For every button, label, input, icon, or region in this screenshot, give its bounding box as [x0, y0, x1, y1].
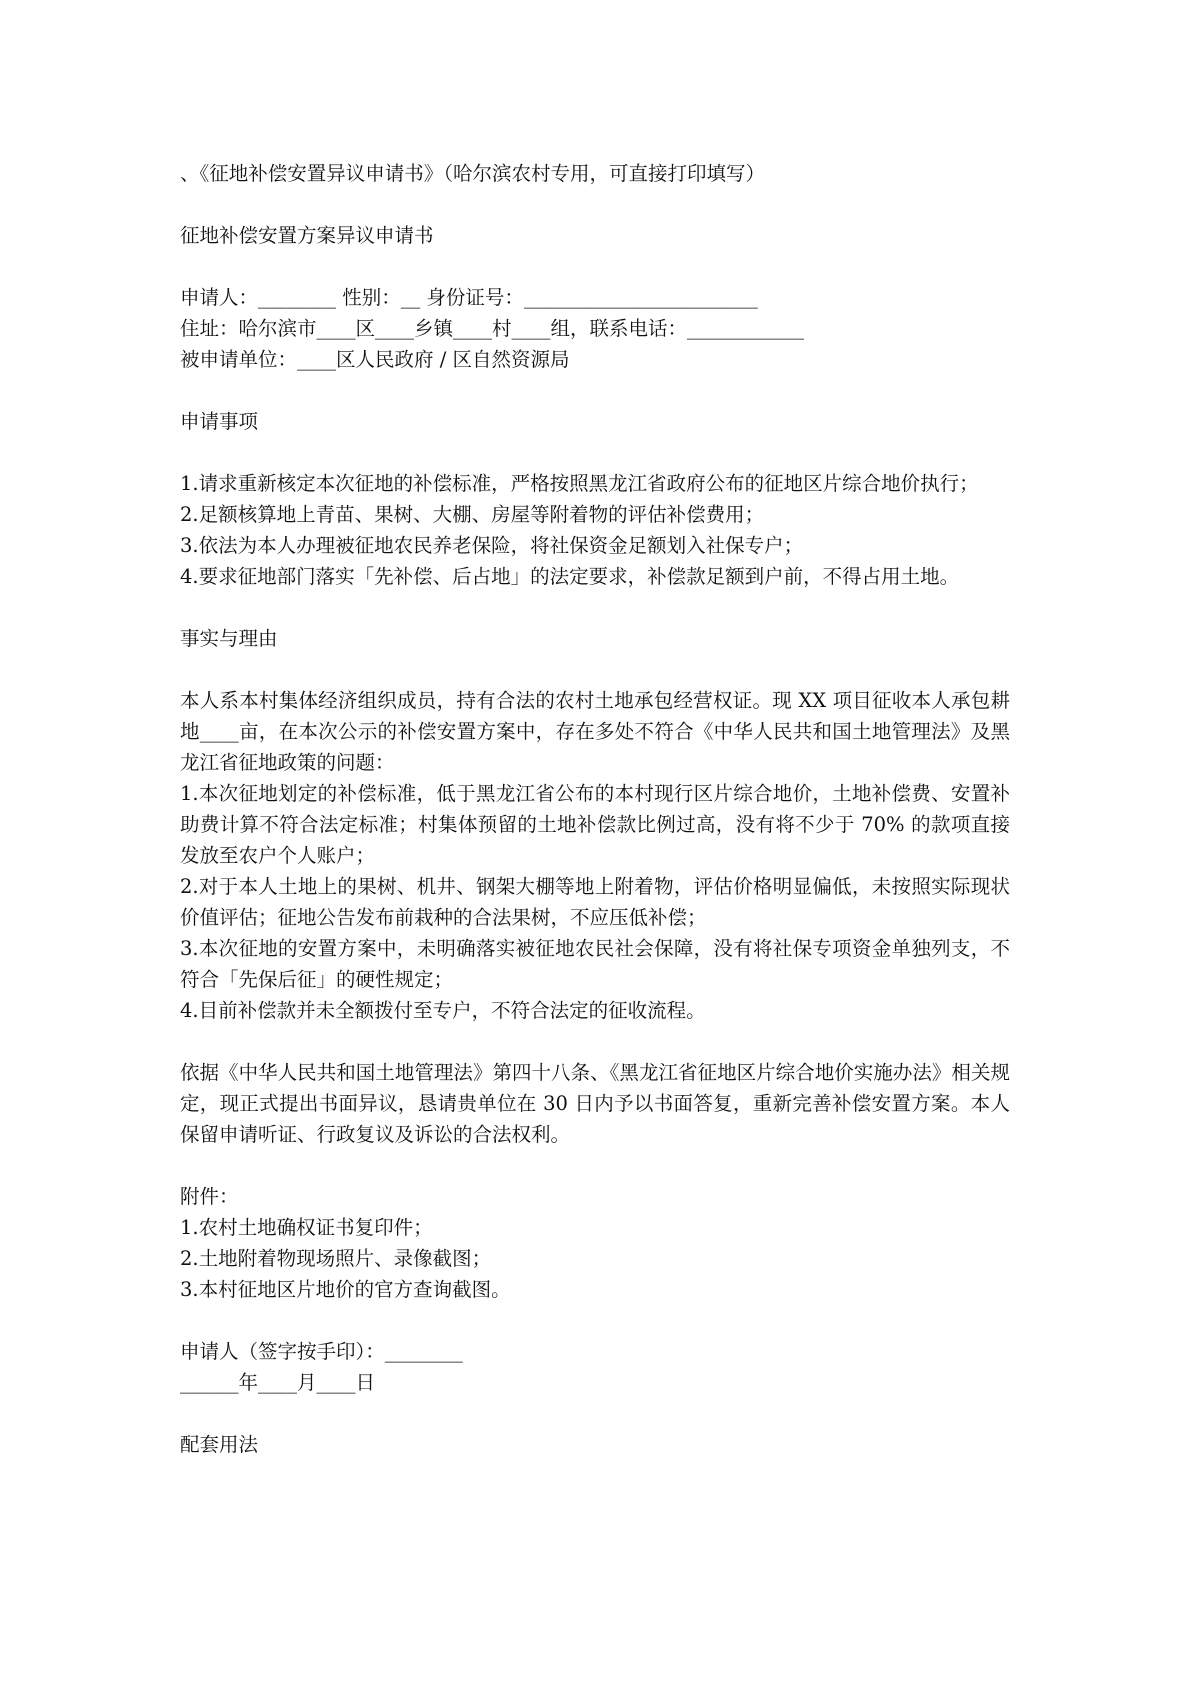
- signature-block: [180, 1336, 1020, 1398]
- intro-title-line: 、《征地补偿安置异议申请书》（哈尔滨农村专用，可直接打印填写）: [180, 162, 766, 185]
- attachment-item: 2.土地附着物现场照片、录像截图；: [180, 1247, 492, 1270]
- request-item: 1.请求重新核定本次征地的补偿标准，严格按照黑龙江省政府公布的征地区片综合地价执行；: [180, 472, 979, 495]
- request-item: 2.足额核算地上青苗、果树、大棚、房屋等附着物的评估补偿费用；: [180, 503, 765, 526]
- facts-item: 1.本次征地划定的补偿标准，低于黑龙江省公布的本村现行区片综合地价，土地补偿费、安置补助费计算不符合法定标准；村集体预留的土地补偿款比例过高，没有将不少于 70% 的款项直接发放至农户个人账户；: [180, 782, 1010, 867]
- applicant-line-name-gender-id: 申请人：________ 性别：__ 身份证号：________________________: [180, 286, 758, 309]
- facts-item: 2.对于本人土地上的果树、机井、钢架大棚等地上附着物，评估价格明显偏低，未按照实际现状价值评估；征地公告发布前栽种的合法果树，不应压低补偿；: [180, 875, 1010, 929]
- attachments-heading: 附件：: [180, 1185, 239, 1208]
- request-heading: 申请事项: [180, 410, 259, 433]
- facts-item: 4.目前补偿款并未全额拨付至专户，不符合法定的征收流程。: [180, 999, 706, 1022]
- attachment-item: 1.农村土地确权证书复印件；: [180, 1216, 433, 1239]
- facts-heading: 事实与理由: [180, 627, 278, 650]
- facts-intro: 本人系本村集体经济组织成员，持有合法的农村土地承包经营权证。现 XX 项目征收本人承包耕地____亩，在本次公示的补偿安置方案中，存在多处不符合《中华人民共和国土地管理法》及黑龙江省征地政策的问题：: [180, 689, 1010, 774]
- request-item: 4.要求征地部门落实「先补偿、后占地」的法定要求，补偿款足额到户前，不得占用土地。: [180, 565, 960, 588]
- attachment-item: 3.本村征地区片地价的官方查询截图。: [180, 1278, 511, 1301]
- respondent-line: 被申请单位：____区人民政府 / 区自然资源局: [180, 348, 570, 371]
- facts-item: 3.本次征地的安置方案中，未明确落实被征地农民社会保障，没有将社保专项资金单独列支，不符合「先保后征」的硬性规定；: [180, 937, 1010, 991]
- legal-basis-paragraph: 依据《中华人民共和国土地管理法》第四十八条、《黑龙江省征地区片综合地价实施办法》相关规定，现正式提出书面异议，恳请贵单位在 30 日内予以书面答复，重新完善补偿安置方案。本人保留申请听证、行政复议及诉讼的合法权利。: [180, 1061, 1010, 1146]
- attachments-section: [180, 1181, 1020, 1305]
- document-title: 征地补偿安置方案异议申请书: [180, 224, 434, 247]
- document-page: [180, 158, 1020, 1460]
- footer-heading: 配套用法: [180, 1433, 259, 1456]
- signature-line: 申请人（签字按手印）：________: [180, 1340, 463, 1363]
- facts-section: [180, 623, 1020, 1026]
- applicant-line-address-phone: 住址：哈尔滨市____区____乡镇____村____组，联系电话：____________: [180, 317, 805, 340]
- request-section: [180, 406, 1020, 592]
- signature-date: ______年____月____日: [180, 1371, 376, 1394]
- request-item: 3.依法为本人办理被征地农民养老保险，将社保资金足额划入社保专户；: [180, 534, 804, 557]
- applicant-fields: [180, 282, 1020, 375]
